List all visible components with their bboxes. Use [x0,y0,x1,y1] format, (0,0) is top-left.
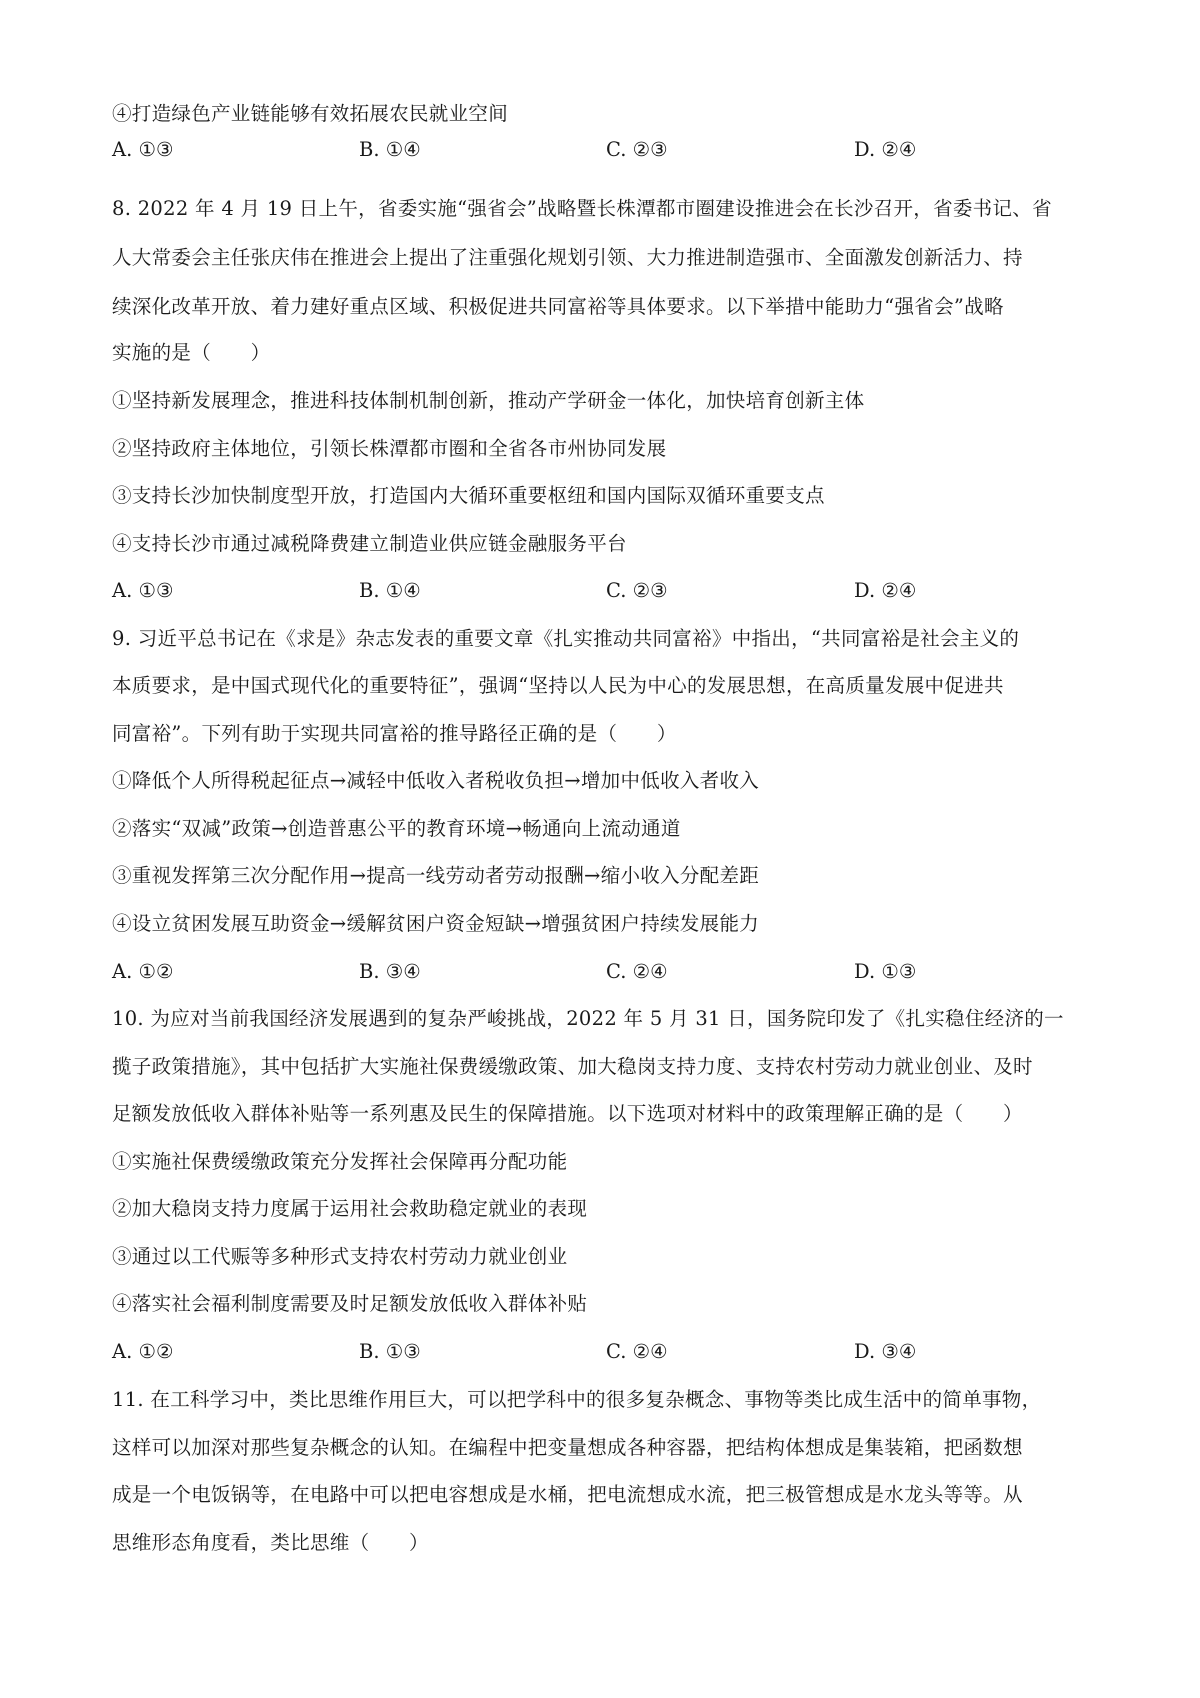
q9-statement-4: ④设立贫困发展互助资金→缓解贫困户资金短缺→增强贫困户持续发展能力 [112,912,760,935]
q8-stem-line-1: 8. 2022 年 4 月 19 日上午，省委实施“强省会”战略暨长株潭都市圈建设推进会在长沙召开，省委书记、省 [112,197,1052,220]
q11-stem-line-1: 11. 在工科学习中，类比思维作用巨大，可以把学科中的很多复杂概念、事物等类比成生活中的简单事物， [112,1388,1042,1411]
q7-statement-4: ④打造绿色产业链能够有效拓展农民就业空间 [112,102,509,125]
q10-stem-line-3: 足额发放低收入群体补贴等一系列惠及民生的保障措施。以下选项对材料中的政策理解正确的是（ ） [112,1102,1023,1125]
q9-statement-1: ①降低个人所得税起征点→减轻中低收入者税收负担→增加中低收入者收入 [112,769,760,792]
q8-options [112,578,1102,604]
q8-stem-line-2: 人大常委会主任张庆伟在推进会上提出了注重强化规划引领、大力推进制造强市、全面激发创新活力、持 [112,246,1023,269]
q7-option-c[interactable]: C. ②③ [606,138,668,161]
q9-option-b[interactable]: B. ③④ [359,960,421,983]
q10-options [112,1339,1102,1365]
q9-stem-line-1: 9. 习近平总书记在《求是》杂志发表的重要文章《扎实推动共同富裕》中指出，“共同富裕是社会主义的 [112,627,1020,650]
q8-statement-3: ③支持长沙加快制度型开放，打造国内大循环重要枢纽和国内国际双循环重要支点 [112,484,825,507]
q9-options [112,959,1102,985]
q8-option-d[interactable]: D. ②④ [854,579,917,602]
q8-option-a[interactable]: A. ①③ [112,579,174,602]
q10-statement-3: ③通过以工代赈等多种形式支持农村劳动力就业创业 [112,1245,568,1268]
q8-option-b[interactable]: B. ①④ [359,579,421,602]
q8-stem-line-4: 实施的是（ ） [112,341,271,364]
q9-statement-2: ②落实“双减”政策→创造普惠公平的教育环境→畅通向上流动通道 [112,817,681,840]
q7-options [112,137,1102,163]
q7-option-a[interactable]: A. ①③ [112,138,174,161]
q10-stem-line-1: 10. 为应对当前我国经济发展遇到的复杂严峻挑战，2022 年 5 月 31 日，国务院印发了《扎实稳住经济的一 [112,1007,1064,1030]
q8-statement-1: ①坚持新发展理念，推进科技体制机制创新，推动产学研金一体化，加快培育创新主体 [112,389,865,412]
q9-statement-3: ③重视发挥第三次分配作用→提高一线劳动者劳动报酬→缩小收入分配差距 [112,864,760,887]
q8-option-c[interactable]: C. ②③ [606,579,668,602]
q10-statement-1: ①实施社保费缓缴政策充分发挥社会保障再分配功能 [112,1150,568,1173]
q11-stem-line-3: 成是一个电饭锅等，在电路中可以把电容想成是水桶，把电流想成水流，把三极管想成是水龙头等等。从 [112,1483,1023,1506]
q10-statement-4: ④落实社会福利制度需要及时足额发放低收入群体补贴 [112,1292,588,1315]
q9-option-a[interactable]: A. ①② [112,960,174,983]
q7-option-d[interactable]: D. ②④ [854,138,917,161]
q10-stem-line-2: 揽子政策措施》，其中包括扩大实施社保费缓缴政策、加大稳岗支持力度、支持农村劳动力就业创业、及时 [112,1055,1033,1078]
q10-option-d[interactable]: D. ③④ [854,1340,917,1363]
q9-option-d[interactable]: D. ①③ [854,960,917,983]
q10-option-c[interactable]: C. ②④ [606,1340,668,1363]
q11-stem-line-4: 思维形态角度看，类比思维（ ） [112,1531,429,1554]
q10-statement-2: ②加大稳岗支持力度属于运用社会救助稳定就业的表现 [112,1197,588,1220]
q9-stem-line-3: 同富裕”。下列有助于实现共同富裕的推导路径正确的是（ ） [112,722,677,745]
q10-option-a[interactable]: A. ①② [112,1340,174,1363]
q9-stem-line-2: 本质要求，是中国式现代化的重要特征”，强调“坚持以人民为中心的发展思想，在高质量发展中促进共 [112,674,1004,697]
q7-option-b[interactable]: B. ①④ [359,138,421,161]
q8-stem-line-3: 续深化改革开放、着力建好重点区域、积极促进共同富裕等具体要求。以下举措中能助力“强省会”战略 [112,295,1004,318]
q9-option-c[interactable]: C. ②④ [606,960,668,983]
q8-statement-2: ②坚持政府主体地位，引领长株潭都市圈和全省各市州协同发展 [112,437,667,460]
q8-statement-4: ④支持长沙市通过减税降费建立制造业供应链金融服务平台 [112,532,627,555]
q10-option-b[interactable]: B. ①③ [359,1340,421,1363]
q11-stem-line-2: 这样可以加深对那些复杂概念的认知。在编程中把变量想成各种容器，把结构体想成是集装箱，把函数想 [112,1436,1023,1459]
